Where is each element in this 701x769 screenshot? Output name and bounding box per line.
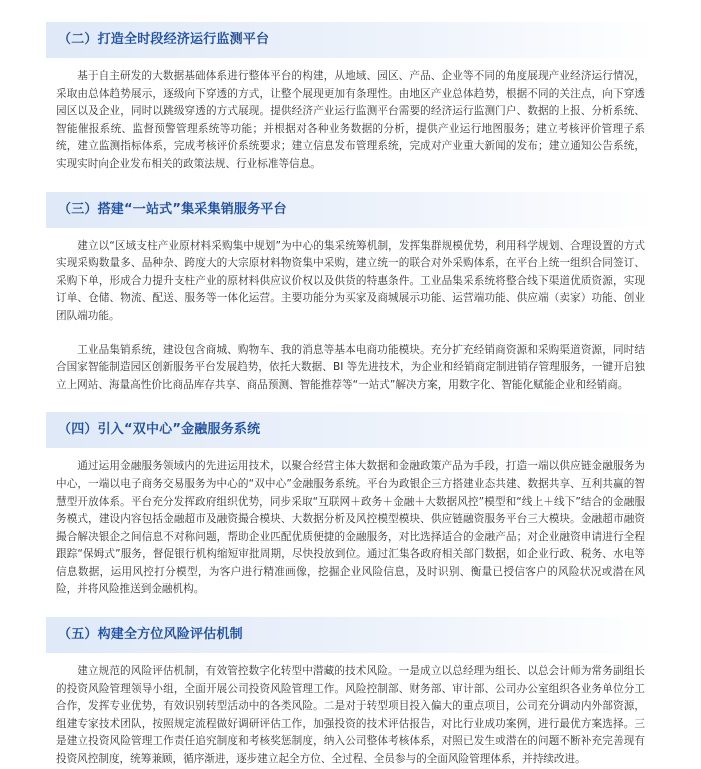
- section-header: [46, 617, 655, 653]
- section-economic-monitoring: [46, 22, 655, 174]
- section-title: （四）引入“双中心”金融服务系统: [58, 422, 261, 438]
- paragraph: 建立以“区域支柱产业原材料采购集中规划”为中心的集采统筹机制，发挥集群规模优势，利用科学规划、合理设置的方式实现采购数量多、品种杂、跨度大的大宗原材料物资集中采购，建立统一的联合对外采购体系，在平台上统一组织合同签订、采购下单，形成合力提升支柱产业的原材料供应议价权以及供货的特惠条件。工业品集采系统将整合线下渠道优质资源，实现订单、仓储、物流、配送、服务等一体化运营。主要功能分为买家及商城展示功能、运营端功能、供应端（卖家）功能、创业团队端功能。: [56, 239, 645, 322]
- section-header: [46, 192, 655, 228]
- section-header: [46, 22, 655, 58]
- paragraph: 基于自主研发的大数据基础体系进行整体平台的构建，从地域、园区、产品、企业等不同的角度展现产业经济运行情况，采取由总体趋势展示，逐级向下穿透的方式，让整个展现更加有条理性。由地区产业总体趋势，根据不同的关注点，向下穿透园区以及企业，同时以跳级穿透的方式展现。提供经济产业运行监测平台需要的经济运行监测门户、数据的上报、分析系统、智能催报系统、监督预警管理系统等功能；并根据对各种业务数据的分析，提供产业运行地图服务；建立考核评价管理子系统，建立监测指标体系，完成考核评价系统要求；建立信息发布管理系统，完成对产业重大新闻的发布；建立通知公告系统，实现实时向企业发布相关的政策法规、行业标准等信息。: [56, 70, 645, 170]
- section-title: （三）搭建“一站式”集采集销服务平台: [58, 201, 287, 217]
- paragraph: 工业品集销系统，建设包含商城、购物车、我的消息等基本电商功能模块。充分扩充经销商资源和采购渠道资源，同时结合国家智能制造园区创新服务平台发展趋势，依托大数据、BI 等先进技术，为企业和经销商定制进销存管理服务，一键开启独立上网站、海量高性价比商品库存共享、商品预测、智能推荐等“一站式”解决方案，用数字化、智能化赋能企业和经销商。: [56, 343, 645, 391]
- section-header: [46, 412, 655, 448]
- paragraph: 通过运用金融服务领域内的先进运用技术，以聚合经营主体大数据和金融政策产品为手段，打造一端以供应链金融服务为中心，一端以电子商务交易服务为中心的“双中心”金融服务系统。平台为政银企三方搭建业态共建、数据共享、互利共赢的智慧型开放体系。平台充分发挥政府组织优势，同步采取“互联网＋政务＋金融＋大数据风控”模型和“线上＋线下”结合的金融服务模式，建设内容包括金融超市及融资撮合模块、大数据分析及风控模型模块、供应链融资服务平台三大模块。金融超市融资撮合解决银企之间信息不对称问题，帮助企业匹配优质便捷的金融服务，对比选择适合的金融产品；对企业融资申请进行全程跟踪“保姆式”服务，督促银行机构缩短审批周期，尽快投放到位。通过汇集各政府相关部门数据，如企业行政、税务、水电等信息数据，运用风控打分模型，为客户进行精准画像，挖掘企业风险信息，及时识别、衡量已授信客户的风险状况或潜在风险，并将风险推送到金融机构。: [56, 460, 645, 596]
- paragraph: 建立规范的风险评估机制，有效管控数字化转型中潜藏的技术风险。一是成立以总经理为组长、以总会计师为常务副组长的投资风险管理领导小组，全面开展公司投资风险管理工作。风险控制部、财务部、审计部、公司办公室组织各业务单位分工合作，发挥专业优势，有效识别转型活动中的各类风险。二是对于转型项目投入偏大的重点项目，公司充分调动内外部资源，组建专家技术团队，按照规定流程做好调研评估工作，加强投资的技术评估报告，对比行业成功案例，进行最优方案选择。三是建立投资风险管理工作责任追究制度和考核奖惩制度，纳入公司整体考核体系，对照已发生或潜在的问题不断补充完善现有投资风控制度，统筹兼顾，循序渐进，逐步建立起全方位、全过程、全员参与的全面风险管理体系，并持续改进。: [56, 665, 645, 766]
- section-title: （五）构建全方位风险评估机制: [58, 627, 243, 643]
- section-risk-assessment: [46, 617, 655, 769]
- section-title: （二）打造全时段经济运行监测平台: [58, 32, 270, 47]
- section-procurement-platform: [46, 192, 655, 395]
- section-financial-services: [46, 412, 655, 599]
